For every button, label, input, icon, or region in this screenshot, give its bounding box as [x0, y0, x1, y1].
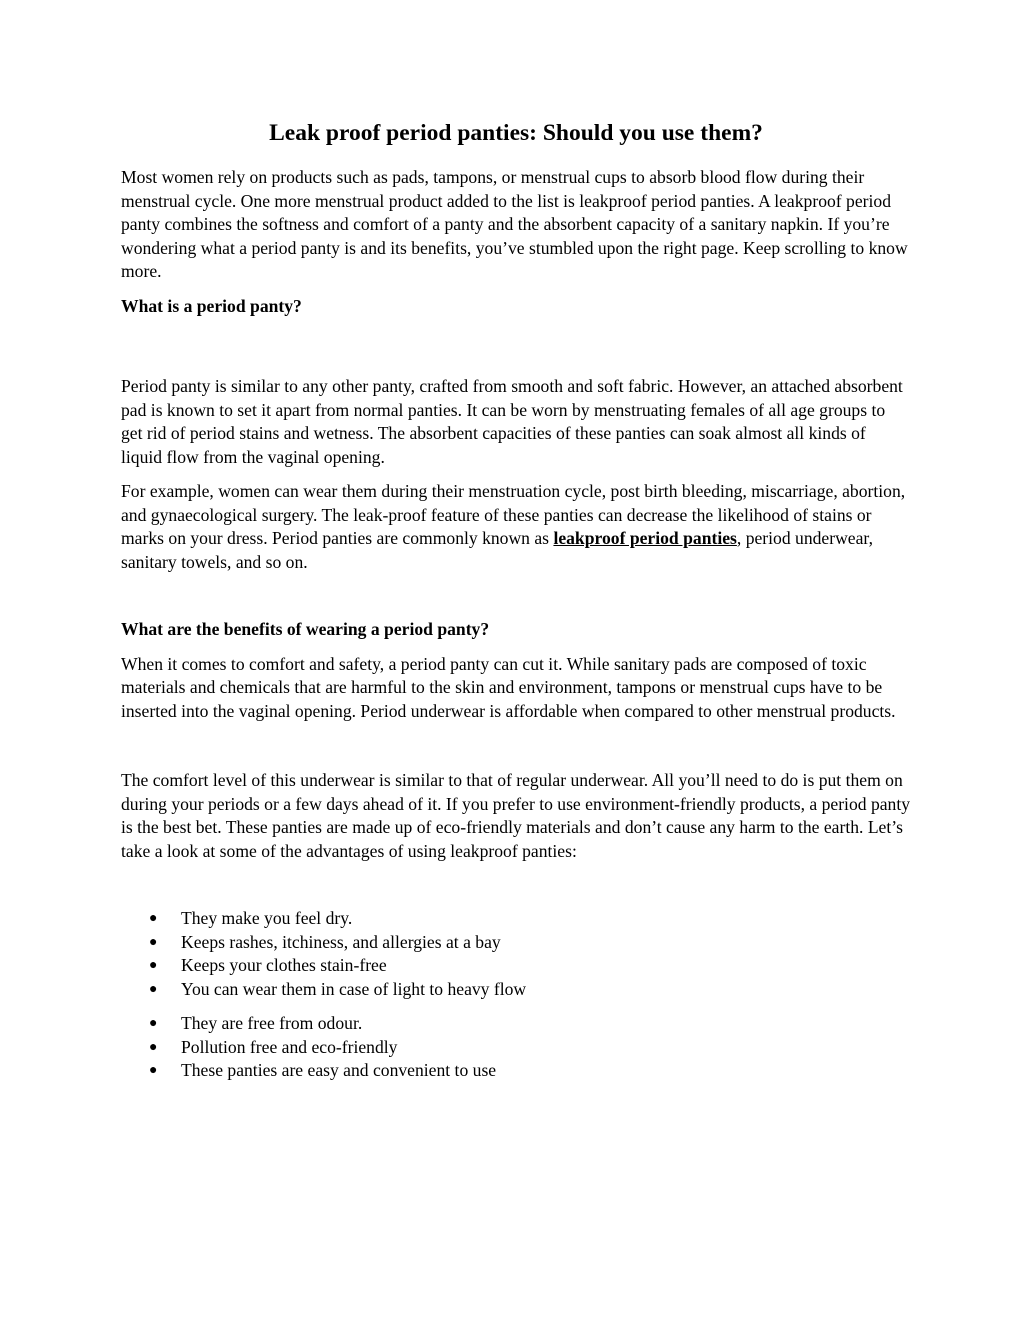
- example-paragraph: [121, 480, 911, 574]
- list-item-text: Keeps rashes, itchiness, and allergies at a bay: [181, 931, 501, 952]
- leakproof-period-panties-link[interactable]: leakproof period panties: [553, 528, 737, 548]
- list-item-text: These panties are easy and convenient to use: [181, 1060, 497, 1080]
- definition-paragraph: Period panty is similar to any other panty, crafted from smooth and soft fabric. However, an attached absorbent pad is known to set it apart from normal panties. It can be worn by menstruating females of all age groups to get rid of period stains and wetness. The absorbent capacities of these panties can soak almost all kinds of liquid flow from the vaginal opening.: [121, 376, 903, 467]
- list-item-text: You can wear them in case of light to heavy flow: [181, 978, 527, 999]
- spacer: [121, 863, 911, 907]
- list-item: [121, 954, 911, 978]
- benefits-paragraph: When it comes to comfort and safety, a period panty can cut it. While sanitary pads are composed of toxic materials and chemicals that are harmful to the skin and environment, tampons or menstrual cups have to be inserted into the vaginal opening. Period underwear is affordable when compared to other menstrual products.: [121, 653, 896, 721]
- section-heading-benefits: What are the benefits of wearing a period panty?: [121, 619, 490, 639]
- bullet-icon: ●: [149, 1039, 158, 1055]
- intro-paragraph: Most women rely on products such as pads, tampons, or menstrual cups to absorb blood flow during their menstrual cycle. One more menstrual product added to the list is leakproof period panties. A leakproof period panty combines the softness and comfort of a panty and the absorbent capacity of a sanitary napkin. If you’re wondering what a period panty is and its benefits, you’ve stumbled upon the right page. Keep scrolling to know more.: [121, 167, 908, 281]
- list-item-text: They are free from odour.: [181, 1013, 363, 1033]
- list-item-text: Keeps your clothes stain-free: [181, 955, 387, 975]
- bullet-icon: ●: [149, 1016, 158, 1031]
- list-item: [121, 1012, 911, 1036]
- example-text: For example, women can wear them during their menstruation cycle, post birth bleeding, miscarriage, abortion, and gynaecological surgery. The leak-proof feature of these panties can decrease the likelihood of stains or marks on your dress. Period panties are commonly known as: [121, 481, 906, 548]
- spacer: [121, 318, 911, 375]
- list-item: [121, 907, 911, 931]
- list-item: [121, 1036, 911, 1060]
- section-heading-what-is: What is a period panty?: [121, 295, 302, 316]
- advantages-list-continued: [121, 1012, 911, 1083]
- comfort-paragraph: The comfort level of this underwear is similar to that of regular underwear. All you’ll need to do is put them on during your periods or a few days ahead of it. If you prefer to use environment-friendly products, a period panty is the best bet. These panties are made up of eco-friendly materials and don’t cause any harm to the earth. Let’s take a look at some of the advantages of using leakproof panties:: [121, 770, 911, 861]
- bullet-icon: ●: [149, 1063, 158, 1078]
- bullet-icon: ●: [149, 934, 158, 950]
- list-item: [121, 931, 911, 955]
- spacer: [121, 723, 911, 769]
- list-item: [121, 1059, 911, 1083]
- list-item-text: Pollution free and eco-friendly: [181, 1036, 398, 1057]
- bullet-icon: ●: [149, 958, 158, 973]
- bullet-icon: ●: [149, 981, 158, 997]
- bullet-icon: ●: [149, 911, 158, 926]
- list-item-text: They make you feel dry.: [181, 908, 353, 928]
- document-title: Leak proof period panties: Should you use them?: [269, 120, 763, 146]
- document-page: [121, 118, 911, 1083]
- spacer: [121, 574, 911, 618]
- list-item: [121, 978, 911, 1002]
- example-text-end: , period underwear, sanitary towels, and so on.: [121, 528, 873, 572]
- advantages-list: [121, 907, 911, 1001]
